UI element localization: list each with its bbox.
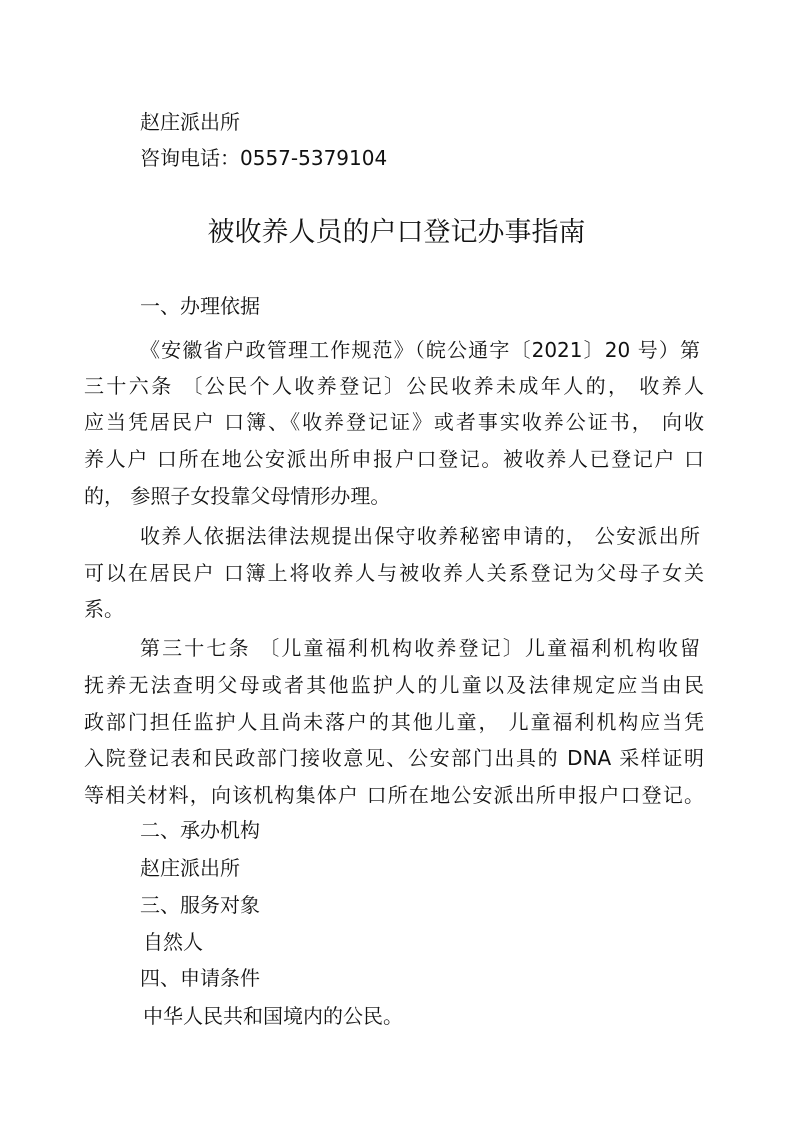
document-title: 被收养人员的户口登记办事指南	[207, 217, 586, 248]
paragraph-line: 抚养无法查明父母或者其他监护人的儿童以及法律规定应当由民	[84, 673, 704, 697]
paragraph-line: 三十六条 〔公民个人收养登记〕公民收养未成年人的， 收养人	[84, 374, 704, 398]
paragraph-line: 的， 参照子女投靠父母情形办理。	[84, 484, 391, 508]
paragraph-line: 《安徽省户政管理工作规范》（皖公通字〔2021〕20 号）第	[140, 338, 700, 362]
paragraph-line: 政部门担任监护人且尚未落户的其他儿童， 儿童福利机构应当凭	[84, 710, 704, 734]
paragraph-line: 收养人依据法律法规提出保守收养秘密申请的， 公安派出所	[140, 524, 700, 548]
section-heading-basis: 一、办理依据	[140, 294, 260, 318]
section-heading-agency: 二、承办机构	[140, 818, 260, 842]
section-heading-service-target: 三、服务对象	[140, 893, 260, 917]
agency-name: 赵庄派出所	[140, 856, 240, 880]
office-name: 赵庄派出所	[140, 110, 240, 134]
paragraph-line: 应当凭居民户 口簿、《收养登记证》或者事实收养公证书， 向收	[84, 410, 704, 434]
section-heading-conditions: 四、申请条件	[140, 966, 260, 990]
paragraph-line: 系。	[84, 597, 124, 621]
service-target: 自然人	[143, 930, 203, 954]
paragraph-line: 等相关材料，向该机构集体户 口所在地公安派出所申报户口登记。	[84, 783, 704, 807]
paragraph-line: 养人户 口所在地公安派出所申报户口登记。被收养人已登记户 口	[84, 447, 704, 471]
paragraph-line: 入院登记表和民政部门接收意见、公安部门出具的 DNA 采样证明	[84, 746, 704, 770]
consult-phone: 咨询电话：0557-5379104	[140, 146, 388, 170]
paragraph-line: 第三十七条 〔儿童福利机构收养登记〕儿童福利机构收留	[140, 636, 700, 660]
conditions-text: 中华人民共和国境内的公民。	[143, 1004, 403, 1028]
paragraph-line: 可以在居民户 口簿上将收养人与被收养人关系登记为父母子女关	[84, 561, 704, 585]
